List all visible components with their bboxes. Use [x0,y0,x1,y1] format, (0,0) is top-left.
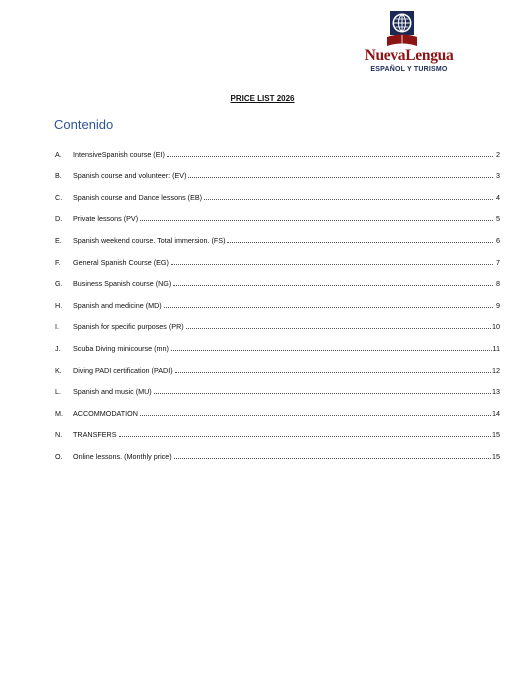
toc-entry-page-number[interactable]: 14 [492,408,500,418]
toc-dot-leader [119,436,491,437]
globe-book-emblem-icon [385,10,419,48]
toc-entry-letter: J. [55,343,61,353]
table-of-contents [55,137,500,461]
toc-entry[interactable] [55,180,500,202]
toc-entry-page-number[interactable]: 12 [492,365,500,375]
document-title: PRICE LIST 2026 [230,94,295,103]
toc-dot-leader [175,372,491,373]
toc-entry[interactable] [55,159,500,181]
toc-entry-page-number[interactable]: 13 [492,387,500,397]
toc-dot-leader [186,328,491,329]
toc-entry-letter: F. [55,257,61,267]
toc-entry-title[interactable]: Spanish weekend course. Total immersion. (FS) [73,235,226,245]
toc-dot-leader [167,156,493,157]
toc-entry-page-number[interactable]: 15 [492,430,500,440]
toc-dot-leader [188,177,493,178]
toc-entry-page-number[interactable]: 3 [496,171,500,181]
toc-entry-letter: G. [55,279,63,289]
toc-entry-letter: B. [55,171,62,181]
toc-entry-title[interactable]: Business Spanish course (NG) [73,279,172,289]
toc-entry[interactable] [55,267,500,289]
toc-entry-title[interactable]: ACCOMMODATION [73,408,138,418]
toc-dot-leader [171,264,493,265]
toc-entry-title[interactable]: Scuba Diving minicourse (mn) [73,343,169,353]
toc-entry-letter: L. [55,387,61,397]
toc-entry[interactable] [55,396,500,418]
toc-entry-letter: A. [55,149,62,159]
toc-entry[interactable] [55,245,500,267]
toc-entry-page-number[interactable]: 8 [496,279,500,289]
toc-dot-leader [174,458,491,459]
toc-dot-leader [140,415,491,416]
toc-entry-page-number[interactable]: 11 [492,343,500,353]
toc-dot-leader [171,350,492,351]
toc-entry[interactable] [55,137,500,159]
toc-entry[interactable] [55,223,500,245]
toc-entry-title[interactable]: TRANSFERS [73,430,117,440]
toc-entry-letter: M. [55,408,63,418]
toc-entry-letter: I. [55,322,59,332]
toc-entry-page-number[interactable]: 10 [492,322,500,332]
toc-dot-leader [173,285,493,286]
toc-entry[interactable] [55,418,500,440]
toc-entry-page-number[interactable]: 2 [496,149,500,159]
toc-entry[interactable] [55,439,500,461]
company-logo [357,8,461,74]
toc-entry-page-number[interactable]: 5 [496,214,500,224]
toc-entry-page-number[interactable]: 6 [496,235,500,245]
toc-entry-page-number[interactable]: 9 [496,300,500,310]
toc-entry-page-number[interactable]: 4 [496,192,500,202]
toc-entry-page-number[interactable]: 15 [492,451,500,461]
toc-entry-title[interactable]: Spanish for specific purposes (PR) [73,322,184,332]
toc-entry-title[interactable]: Spanish and music (MU) [73,387,152,397]
toc-entry[interactable] [55,288,500,310]
toc-dot-leader [164,307,493,308]
toc-entry-title[interactable]: General Spanish Course (EG) [73,257,169,267]
toc-entry-title[interactable]: Online lessons. (Monthly price) [73,451,172,461]
toc-entry-letter: O. [55,451,63,461]
toc-dot-leader [140,220,493,221]
toc-entry-title[interactable]: Diving PADI certification (PADI) [73,365,173,375]
logo-tagline: ESPAÑOL Y TURISMO [370,66,448,73]
toc-entry-title[interactable]: IntensiveSpanish course (EI) [73,149,165,159]
toc-entry-page-number[interactable]: 7 [496,257,500,267]
toc-entry-letter: H. [55,300,63,310]
toc-heading: Contenido [54,117,114,132]
toc-entry[interactable] [55,202,500,224]
toc-entry[interactable] [55,310,500,332]
toc-entry-title[interactable]: Spanish course and Dance lessons (EB) [73,192,203,202]
toc-entry[interactable] [55,331,500,353]
toc-dot-leader [154,393,491,394]
toc-dot-leader [204,199,493,200]
logo-name: NuevaLengua [364,47,454,64]
toc-entry[interactable] [55,353,500,375]
toc-entry-title[interactable]: Private lessons (PV) [73,214,139,224]
toc-entry-letter: E. [55,235,62,245]
toc-entry[interactable] [55,375,500,397]
toc-entry-letter: D. [55,214,63,224]
toc-entry-letter: K. [55,365,62,375]
toc-entry-title[interactable]: Spanish and medicine (MD) [73,300,162,310]
toc-entry-letter: N. [55,430,63,440]
toc-dot-leader [227,242,493,243]
toc-entry-title[interactable]: Spanish course and volunteer: (EV) [73,171,187,181]
toc-entry-letter: C. [55,192,63,202]
